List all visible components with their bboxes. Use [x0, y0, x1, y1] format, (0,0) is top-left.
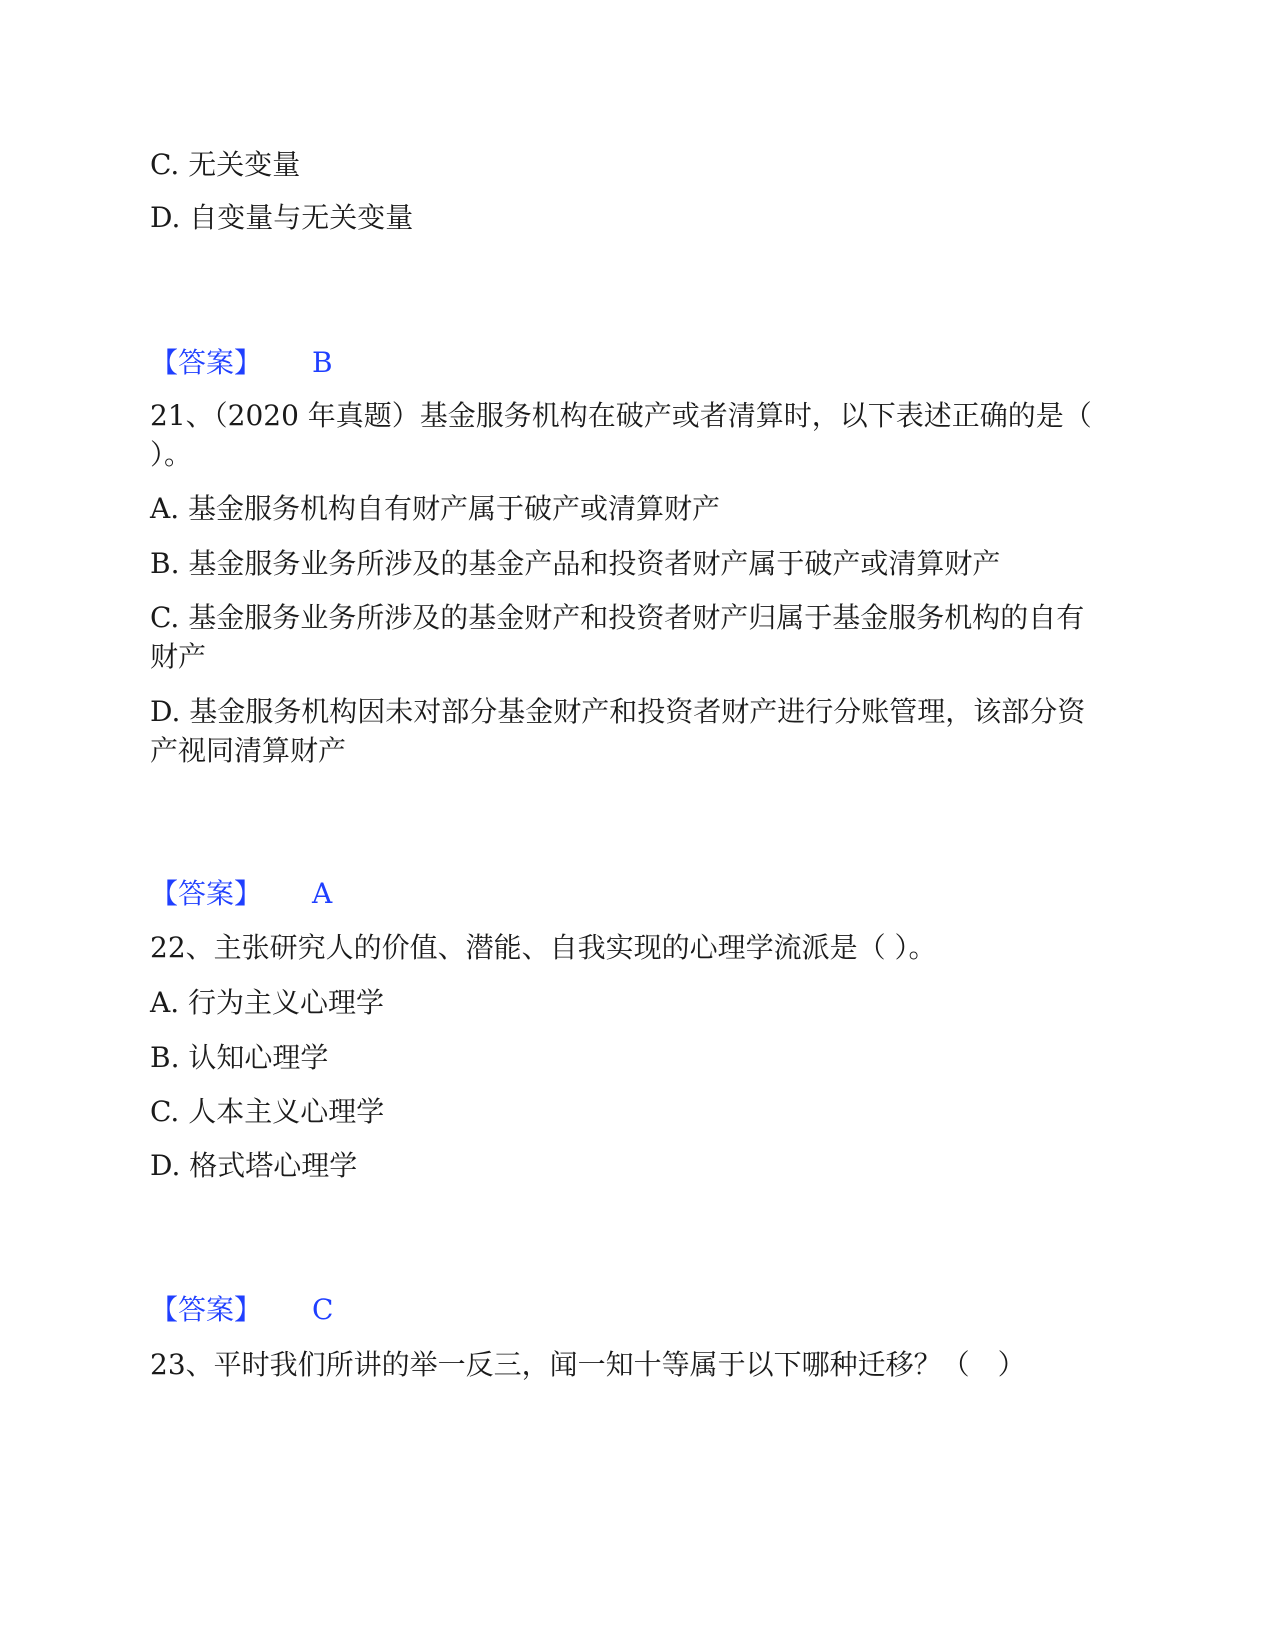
q21-option-d-line2: 产视同清算财产	[150, 734, 347, 767]
answer-value: B	[312, 346, 333, 379]
q21-stem-line2: ）。	[150, 438, 193, 471]
q22-option-c: C. 人本主义心理学	[150, 1095, 385, 1128]
q22-option-d: D. 格式塔心理学	[150, 1149, 358, 1182]
answer-value: A	[312, 877, 333, 910]
answer-label: 【答案】	[150, 346, 263, 379]
q21-option-d-line1: D. 基金服务机构因未对部分基金财产和投资者财产进行分账管理，该部分资	[150, 695, 1086, 728]
q23-stem: 23、平时我们所讲的举一反三，闻一知十等属于以下哪种迁移？（ ）	[150, 1348, 1026, 1381]
q22-option-b: B. 认知心理学	[150, 1041, 329, 1074]
q21-stem-line1: 21、（2020 年真题）基金服务机构在破产或者清算时，以下表述正确的是（	[150, 399, 1092, 432]
q20-option-c: C. 无关变量	[150, 148, 301, 181]
q21-option-c-line2: 财产	[150, 640, 207, 673]
q21-option-c-line1: C. 基金服务业务所涉及的基金财产和投资者财产归属于基金服务机构的自有	[150, 601, 1085, 634]
q20-option-d: D. 自变量与无关变量	[150, 201, 414, 234]
q21-option-a: A. 基金服务机构自有财产属于破产或清算财产	[150, 492, 721, 525]
answer-label: 【答案】	[150, 877, 263, 910]
q21-answer	[150, 876, 332, 912]
q21-option-b: B. 基金服务业务所涉及的基金产品和投资者财产属于破产或清算财产	[150, 547, 1001, 580]
answer-label: 【答案】	[150, 1293, 263, 1326]
q22-answer	[150, 1292, 333, 1328]
q22-option-a: A. 行为主义心理学	[150, 986, 385, 1019]
answer-value: C	[312, 1293, 334, 1326]
q20-answer	[150, 345, 333, 381]
q22-stem: 22、主张研究人的价值、潜能、自我实现的心理学流派是（ ）。	[150, 931, 937, 964]
